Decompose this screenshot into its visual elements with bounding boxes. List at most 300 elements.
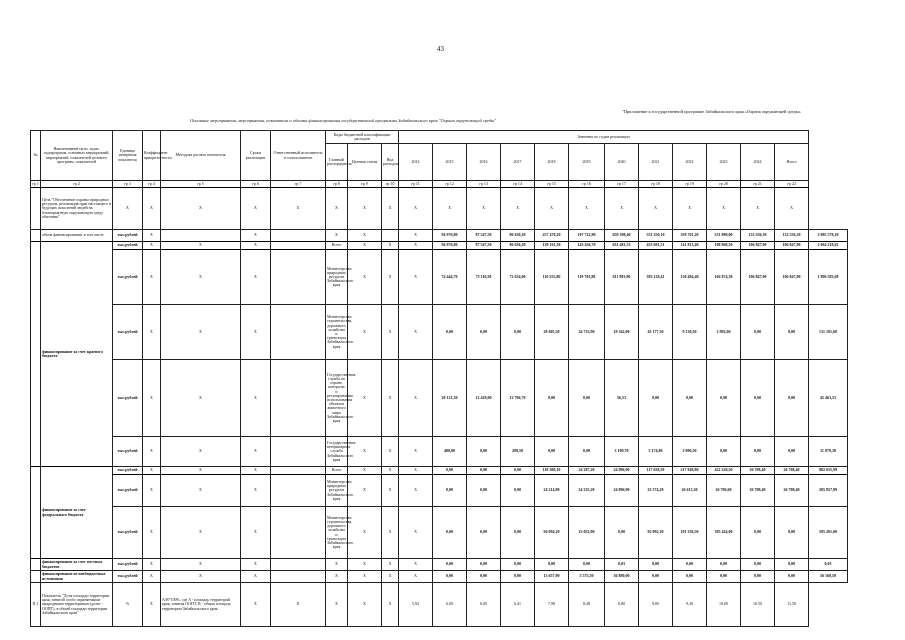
cell-x: X — [113, 188, 143, 230]
value-cell: 0,00 — [569, 360, 605, 437]
value-cell: 130 494,40 — [673, 250, 707, 305]
cell-x: X — [348, 242, 382, 250]
header-year: 2023 — [707, 144, 741, 181]
unit-cell: тыс.рублей — [113, 305, 143, 360]
value-cell: 23 052,00 — [569, 507, 605, 559]
value-cell: 0,00 — [775, 437, 809, 467]
cell-empty — [31, 188, 41, 230]
header-year: 2020 — [605, 144, 639, 181]
value-cell: 0,00 — [467, 437, 501, 467]
value-cell: 1 896 583,68 — [809, 250, 848, 305]
unit-cell: % — [113, 583, 143, 627]
value-cell: 0,00 — [569, 559, 605, 571]
value-cell: 0,00 — [673, 571, 707, 583]
cell-x: X — [535, 188, 569, 230]
value-cell: 56 160,50 — [809, 571, 848, 583]
header-responsible: Ответственный исполнитель и соисполнители — [271, 131, 326, 181]
cell-x: X — [399, 188, 433, 230]
column-number: гр 2 — [41, 181, 113, 188]
value-cell: 131 101,68 — [809, 305, 848, 360]
value-cell: 6,00 — [433, 583, 467, 627]
value-cell: 10,50 — [741, 583, 775, 627]
responsible-cell: Всего — [326, 242, 348, 250]
column-number: гр 1 — [32, 180, 39, 186]
cell-x: X — [241, 559, 271, 571]
column-number: гр 3 — [113, 181, 143, 188]
value-cell: 0,00 — [433, 571, 467, 583]
cell-x: X — [348, 559, 382, 571]
cell-x: X — [241, 467, 271, 475]
value-cell: 94 976,80 — [433, 242, 467, 250]
responsible-cell: Министерство природных ресурсов Забайкальского края — [326, 475, 348, 507]
cell-x: X — [382, 305, 399, 360]
value-cell: 2 064 218,62 — [809, 242, 848, 250]
value-cell: 106 847,90 — [775, 250, 809, 305]
column-number: гр 18 — [639, 181, 673, 188]
value-cell: 6,00 — [467, 583, 501, 627]
cell-x: X — [241, 507, 271, 559]
cell-x: X — [241, 250, 271, 305]
value-cell: 0,00 — [707, 437, 741, 467]
cell-x: X — [775, 188, 809, 230]
cell-x: X — [399, 250, 433, 305]
cell-x: X — [382, 437, 399, 467]
cell-x: X — [143, 571, 161, 583]
value-cell: 0,00 — [741, 571, 775, 583]
header-year: 2016 — [467, 144, 501, 181]
cell-x: X — [161, 242, 241, 250]
value-cell: 26 708,40 — [775, 475, 809, 507]
federal-label: финансирование за счет федерального бюджета — [41, 467, 113, 559]
value-cell: 20 121,30 — [433, 360, 467, 437]
cell-x: X — [348, 360, 382, 437]
value-cell: 5,92 — [399, 583, 433, 627]
cell-x: X — [161, 250, 241, 305]
cell-x: X — [382, 250, 399, 305]
cell-x: X — [639, 188, 673, 230]
value-cell: 13 657,90 — [535, 571, 569, 583]
value-cell: 26 708,40 — [775, 467, 809, 475]
cell-x: X — [399, 437, 433, 467]
column-number: гр 5 — [161, 181, 241, 188]
value-cell: 0,00 — [433, 305, 467, 360]
cell-x: X — [143, 559, 161, 571]
value-cell: 0,00 — [775, 507, 809, 559]
value-cell: 6,41 — [501, 583, 535, 627]
unit-cell: тыс.рублей — [113, 507, 143, 559]
cell-x: X — [399, 507, 433, 559]
cell-x: X — [348, 507, 382, 559]
value-cell: 289,50 — [501, 437, 535, 467]
cell-x: X — [241, 305, 271, 360]
value-cell: 25 574,29 — [639, 475, 673, 507]
responsible-cell: Министерство природных ресурсов Забайкальского края — [326, 250, 348, 305]
value-cell: 0,03 — [809, 559, 848, 571]
column-number: гр 19 — [673, 181, 707, 188]
value-cell: 400,80 — [433, 437, 467, 467]
goal-name: Цель "Обеспечение охраны природных ресурсов, реализация прав настоящего и будущих поколений людей на благоприятную окружающую среду обитания" — [41, 188, 113, 230]
cell-x: X — [326, 230, 348, 242]
value-cell: 595 201,00 — [809, 507, 848, 559]
value-cell: 117 658,59 — [639, 467, 673, 475]
value-cell: 45 177,30 — [639, 305, 673, 360]
value-cell: 9 130,50 — [673, 305, 707, 360]
value-cell: 11,50 — [775, 583, 809, 627]
cell-x: X — [348, 475, 382, 507]
unit-cell: тыс.рублей — [113, 242, 143, 250]
column-number: гр 8 — [326, 181, 348, 188]
header-kbk: Коды бюджетной классификации расходов — [326, 131, 399, 144]
value-cell: 106 847,90 — [741, 250, 775, 305]
value-cell: 0,00 — [775, 571, 809, 583]
value-cell: 133 556,30 — [741, 230, 775, 242]
cell-x: X — [143, 437, 161, 467]
cell-x: X — [348, 583, 382, 627]
local-label: финансирование за счет местных бюджетов — [41, 559, 113, 571]
indicator-num: П.1 — [31, 583, 41, 627]
cell-x: X — [348, 571, 382, 583]
cell-x: X — [143, 467, 161, 475]
cell-x: X — [399, 559, 433, 571]
cell-empty — [271, 305, 326, 360]
column-number: гр 4 — [143, 181, 161, 188]
cell-x: X — [382, 559, 399, 571]
value-cell: 631 481,53 — [605, 242, 639, 250]
header-coef: Коэффициент приоритетности — [143, 131, 161, 181]
value-cell: 0,00 — [501, 467, 535, 475]
cell-x: X — [241, 360, 271, 437]
cell-x: X — [382, 360, 399, 437]
value-cell: 659 398,40 — [605, 230, 639, 242]
cell-x: X — [605, 188, 639, 230]
header-method: Методика расчета показателя — [161, 131, 241, 181]
cell-empty — [31, 242, 41, 467]
value-cell: 108 868,50 — [707, 242, 741, 250]
value-cell: 3 992,60 — [707, 305, 741, 360]
value-cell: 393 139,41 — [639, 250, 673, 305]
value-cell: 9,00 — [639, 583, 673, 627]
cell-x: X — [143, 360, 161, 437]
value-cell: 531 089,00 — [707, 230, 741, 242]
cell-x: X — [399, 571, 433, 583]
value-cell: 5 174,80 — [639, 437, 673, 467]
cell-empty — [31, 571, 41, 583]
cell-x: X — [241, 475, 271, 507]
cell-x: X — [161, 571, 241, 583]
value-cell: 422 220,50 — [707, 467, 741, 475]
value-cell: 433 691,51 — [639, 242, 673, 250]
unit-cell: тыс.рублей — [113, 230, 143, 242]
value-cell: 217 949,80 — [673, 467, 707, 475]
cell-x: X — [382, 507, 399, 559]
cell-x: X — [399, 242, 433, 250]
cell-x: X — [741, 188, 775, 230]
cell-empty — [161, 230, 241, 242]
value-cell: 0,00 — [467, 467, 501, 475]
cell-x: X — [161, 188, 241, 230]
value-cell: 92 092,30 — [639, 507, 673, 559]
column-number: гр 17 — [605, 181, 639, 188]
responsible-cell: Государственная ветеринарная служба Забайкальского края — [326, 437, 348, 467]
value-cell: 0,00 — [639, 571, 673, 583]
value-cell: 0,00 — [707, 360, 741, 437]
header-year: 2019 — [569, 144, 605, 181]
unit-cell: тыс.рублей — [113, 571, 143, 583]
cell-x: X — [143, 475, 161, 507]
value-cell: 74 444,70 — [433, 250, 467, 305]
header-year: Итого — [775, 144, 809, 181]
cell-x: X — [348, 305, 382, 360]
cell-x: X — [382, 242, 399, 250]
value-cell: 26 796,60 — [707, 475, 741, 507]
table-caption: Основные мероприятия, мероприятия, показатели и объемы финансирования государственной программы Забайкальского края "Охрана окружающей среды" — [190, 118, 497, 123]
cell-x: X — [241, 437, 271, 467]
value-cell: 36 880,00 — [605, 571, 639, 583]
cell-x: X — [161, 559, 241, 571]
header-year: 2022 — [673, 144, 707, 181]
value-cell: 8,48 — [569, 583, 605, 627]
value-cell: 12 429,00 — [467, 360, 501, 437]
value-cell: 24 996,90 — [605, 467, 639, 475]
indicator-name: Показатель "Доля площади территории края, занятой особо охраняемыми природными территориями (далее - ООПТ), в общей площади территории Забайкальского края" — [41, 583, 113, 627]
header-year: 2021 — [639, 144, 673, 181]
responsible-cell: Министерство строительства, дорожного хозяйства и транспорта Забайкальского края — [326, 507, 348, 559]
column-number: гр 16 — [569, 181, 605, 188]
value-cell: 0,00 — [467, 475, 501, 507]
value-cell: 139 161,30 — [535, 242, 569, 250]
value-cell: 395 424,00 — [707, 507, 741, 559]
cell-x: X — [161, 507, 241, 559]
unit-cell: тыс.рублей — [113, 559, 143, 571]
value-cell: 24 214,90 — [535, 475, 569, 507]
program-table — [30, 130, 848, 627]
value-cell: 0,00 — [501, 559, 535, 571]
cell-x: X — [382, 583, 399, 627]
value-cell: 0,00 — [775, 559, 809, 571]
value-cell: 0,00 — [467, 507, 501, 559]
value-cell: 75 110,50 — [467, 250, 501, 305]
unit-cell: тыс.рублей — [113, 475, 143, 507]
value-cell: 19 342,00 — [605, 305, 639, 360]
value-cell: 24 287,20 — [569, 467, 605, 475]
value-cell: 0,00 — [501, 305, 535, 360]
value-cell: 132 556,30 — [775, 230, 809, 242]
column-number: гр 9 — [348, 181, 382, 188]
value-cell: 0,00 — [673, 360, 707, 437]
value-cell: 110 555,80 — [535, 250, 569, 305]
cell-x: X — [143, 230, 161, 242]
value-cell: 7,98 — [535, 583, 569, 627]
cell-x: X — [399, 305, 433, 360]
cell-x: X — [501, 188, 535, 230]
value-cell: 0,00 — [467, 571, 501, 583]
cell-x: X — [161, 437, 241, 467]
cell-x: X — [433, 188, 467, 230]
indicator-method: A/B*100%, где A - площадь территорий края, занятая ООПТ, B - общая площадь территории Забайкальского края — [161, 583, 241, 627]
value-cell: 0,00 — [673, 559, 707, 571]
cell-empty — [271, 507, 326, 559]
value-cell: 0,00 — [535, 360, 569, 437]
cell-x: X — [326, 559, 348, 571]
value-cell: 0,00 — [707, 559, 741, 571]
value-cell: 0,00 — [741, 559, 775, 571]
column-number: гр 10 — [382, 181, 399, 188]
cell-empty — [271, 242, 326, 250]
cell-x: X — [399, 475, 433, 507]
column-number: гр 13 — [467, 181, 501, 188]
value-cell: 0,00 — [605, 507, 639, 559]
value-cell: 94 094,20 — [535, 507, 569, 559]
cell-x: X — [271, 188, 326, 230]
value-cell: 141 813,40 — [673, 242, 707, 250]
value-cell: 45 463,53 — [809, 360, 848, 437]
value-cell: 0,00 — [467, 305, 501, 360]
value-cell: 0,00 — [775, 360, 809, 437]
header-year: 2018 — [535, 144, 569, 181]
responsible-cell: Всего — [326, 467, 348, 475]
value-cell: 0,00 — [501, 507, 535, 559]
header-values: Значения по годам реализации — [399, 131, 809, 144]
value-cell: 0,00 — [741, 507, 775, 559]
value-cell: 119 703,80 — [569, 250, 605, 305]
column-number: гр 21 — [741, 181, 775, 188]
column-number: гр 6 — [241, 181, 271, 188]
value-cell: 0,00 — [741, 305, 775, 360]
cell-x: X — [382, 571, 399, 583]
column-number: гр 15 — [535, 181, 569, 188]
cell-x: X — [569, 188, 605, 230]
cell-x: X — [143, 305, 161, 360]
header-kbk-admin: Главный распорядитель — [326, 144, 348, 181]
cell-x: X — [348, 188, 382, 230]
value-cell: 359 761,20 — [673, 230, 707, 242]
value-cell: 205 857,99 — [809, 475, 848, 507]
cell-x: X — [673, 188, 707, 230]
column-number: гр 7 — [271, 181, 326, 188]
header-kbk-target: Целевая статья — [348, 144, 382, 181]
header-year: 2015 — [433, 144, 467, 181]
cell-x: X — [241, 583, 271, 627]
value-cell: 94 976,80 — [433, 230, 467, 242]
column-number: гр 12 — [433, 181, 467, 188]
cell-empty — [271, 437, 326, 467]
column-number: гр 11 — [399, 181, 433, 188]
value-cell: 3 199,70 — [605, 437, 639, 467]
value-cell: 28 605,50 — [535, 305, 569, 360]
total-label: объем финансирования, в том числе — [41, 230, 113, 242]
header-kbk-type: Вид расходов — [382, 144, 399, 181]
cell-x: X — [326, 571, 348, 583]
cell-x: X — [143, 507, 161, 559]
value-cell: 26 708,40 — [741, 467, 775, 475]
header-num: № — [31, 131, 41, 181]
value-cell: 24 235,20 — [569, 475, 605, 507]
value-cell: 9,30 — [673, 583, 707, 627]
value-cell: 118 309,10 — [535, 467, 569, 475]
cell-x: X — [399, 360, 433, 437]
value-cell: 86 630,20 — [501, 242, 535, 250]
cell-empty — [271, 467, 326, 475]
value-cell: 5 575,50 — [569, 571, 605, 583]
value-cell: 0,00 — [433, 559, 467, 571]
cell-x: X — [348, 250, 382, 305]
value-cell: 24 996,90 — [605, 475, 639, 507]
value-cell: 0,00 — [433, 475, 467, 507]
header-year: 2024 — [741, 144, 775, 181]
cell-x: X — [348, 437, 382, 467]
cell-x: X — [326, 583, 348, 627]
cell-x: X — [161, 360, 241, 437]
value-cell: 87 547,50 — [467, 242, 501, 250]
unit-cell: тыс.рублей — [113, 360, 143, 437]
value-cell: 104 874,30 — [707, 250, 741, 305]
cell-x: X — [382, 475, 399, 507]
value-cell: 106 847,90 — [741, 242, 775, 250]
value-cell: 0,03 — [605, 559, 639, 571]
responsible-cell: Государственная служба по охране, контролю и регулированию использования объектов животного мира Забайкальского края — [326, 360, 348, 437]
cell-x: X — [348, 467, 382, 475]
cell-x: X — [143, 583, 161, 627]
header-name: Наименование цели, задач, подпрограмм, основных мероприятий, мероприятий, показателей целевого программ, показателей — [41, 131, 113, 181]
cell-x: X — [348, 230, 382, 242]
value-cell: 24 733,90 — [569, 305, 605, 360]
value-cell: 26 708,40 — [741, 475, 775, 507]
value-cell: 0,00 — [501, 475, 535, 507]
cell-x: X — [326, 188, 348, 230]
value-cell: 8,80 — [605, 583, 639, 627]
cell-empty — [382, 230, 399, 242]
cell-x: X — [143, 188, 161, 230]
value-cell: 0,00 — [741, 360, 775, 437]
cell-x: X — [467, 188, 501, 230]
cell-x: X — [143, 250, 161, 305]
cell-x: X — [707, 188, 741, 230]
cell-empty — [31, 230, 41, 242]
header-unit: Единица измерения показателя — [113, 131, 143, 181]
cell-x: X — [161, 305, 241, 360]
responsible-cell: Министерство строительства, дорожного хозяйства и транспорта Забайкальского края — [326, 305, 348, 360]
value-cell: 257 470,20 — [535, 230, 569, 242]
value-cell: 0,00 — [707, 571, 741, 583]
value-cell: 802 655,99 — [809, 467, 848, 475]
value-cell: 0,00 — [467, 559, 501, 571]
cell-x: X — [399, 467, 433, 475]
value-cell: 0,00 — [741, 437, 775, 467]
value-cell: 0,00 — [639, 559, 673, 571]
value-cell: 191 336,50 — [673, 507, 707, 559]
value-cell: 3 085 578,20 — [809, 230, 848, 242]
value-cell: 0,00 — [775, 305, 809, 360]
cell-x: X — [399, 230, 433, 242]
cell-x: X — [161, 467, 241, 475]
cell-empty — [271, 559, 326, 571]
cell-x: X — [382, 467, 399, 475]
cell-empty — [271, 571, 326, 583]
value-cell: 0,00 — [501, 571, 535, 583]
value-cell: 73 634,00 — [501, 250, 535, 305]
value-cell: 2 096,50 — [673, 437, 707, 467]
column-number: гр 20 — [707, 181, 741, 188]
value-cell: 26 613,30 — [673, 475, 707, 507]
cell-x: X — [241, 571, 271, 583]
value-cell: 106 847,90 — [775, 242, 809, 250]
value-cell: 0,00 — [433, 507, 467, 559]
cell-x: X — [241, 242, 271, 250]
regional-label: финансирование за счет краевого бюджета — [41, 242, 113, 467]
cell-empty — [31, 467, 41, 559]
appendix-title: "Приложение к государственной программе Забайкальского края «Охрана окружающей среды» — [622, 109, 801, 114]
header-term: Сроки реализации — [241, 131, 271, 181]
